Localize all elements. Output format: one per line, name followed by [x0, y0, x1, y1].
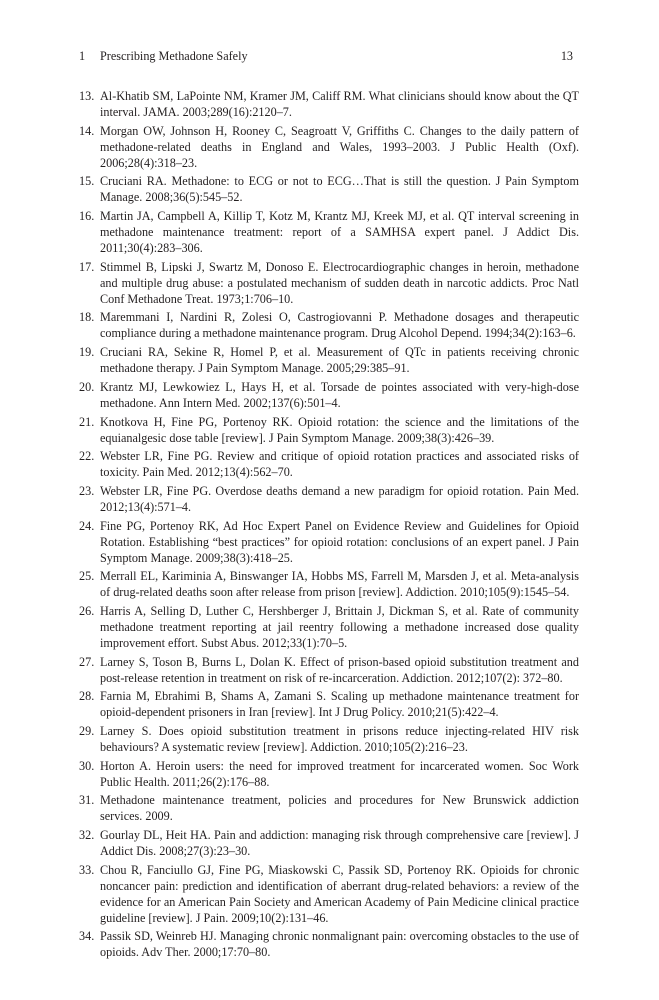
reference-item	[79, 483, 579, 515]
reference-number: 14.	[79, 123, 95, 138]
reference-number: 23.	[79, 483, 95, 498]
reference-list	[79, 88, 579, 963]
reference-number: 29.	[79, 724, 95, 738]
reference-text: Stimmel B, Lipski J, Swartz M, Donoso E. Electrocardiographic changes in heroin, methadone and multiple drug abuse: a postulated mechanism of sudden death in narcotic addicts. Proc Natl Conf Methadone Treat. 1973;1:706–10.	[100, 259, 579, 306]
reference-text: Farnia M, Ebrahimi B, Shams A, Zamani S. Scaling up methadone maintenance treatment for opioid-dependent prisoners in Iran [review]. Int J Drug Policy. 2010;21(5):422–4.	[100, 689, 579, 720]
reference-text: Larney S. Does opioid substitution treatment in prisons reduce injecting-related HIV risk behaviours? A systematic review [review]. Addiction. 2010;105(2):216–23.	[100, 724, 579, 754]
reference-number: 32.	[79, 828, 95, 843]
reference-text: Fine PG, Portenoy RK, Ad Hoc Expert Panel on Evidence Review and Guidelines for Opioid Rotation. Establishing “best practices” for opioid rotation: conclusions of an expert panel. J Pain Symptom Manage. 2009;38(3):418–25.	[100, 518, 579, 565]
running-header	[79, 48, 573, 64]
reference-number: 28.	[79, 689, 95, 704]
reference-text: Webster LR, Fine PG. Overdose deaths demand a new paradigm for opioid rotation. Pain Med. 2012;13(4):571–4.	[100, 483, 579, 514]
reference-text: Webster LR, Fine PG. Review and critique of opioid rotation practices and associated risks of toxicity. Pain Med. 2012;13(4):562–70.	[100, 449, 579, 480]
reference-text: Gourlay DL, Heit HA. Pain and addiction: managing risk through comprehensive care [review]. J Addict Dis. 2008;27(3):23–30.	[100, 828, 579, 859]
reference-number: 21.	[79, 414, 95, 429]
reference-number: 34.	[79, 929, 95, 944]
reference-text: Larney S, Toson B, Burns L, Dolan K. Effect of prison-based opioid substitution treatment and post-release retention in treatment on risk of re-incarceration. Addiction. 2012;107(2): 372–80.	[100, 654, 579, 685]
reference-number: 33.	[79, 862, 95, 877]
reference-text: Al-Khatib SM, LaPointe NM, Kramer JM, Califf RM. What clinicians should know about the QT interval. JAMA. 2003;289(16):2120–7.	[100, 89, 579, 119]
reference-text: Morgan OW, Johnson H, Rooney C, Seagroatt V, Griffiths C. Changes to the daily pattern of methadone-related deaths in England and Wales, 1993–2003. J Public Health (Oxf). 2006;28(4):318–23.	[100, 123, 579, 170]
reference-text: Horton A. Heroin users: the need for improved treatment for incarcerated women. Soc Work Public Health. 2011;26(2):176–88.	[100, 758, 579, 789]
reference-text: Merrall EL, Kariminia A, Binswanger IA, Hobbs MS, Farrell M, Marsden J, et al. Meta-analysis of drug-related deaths soon after release from prison [review]. Addiction. 2010;105(9):1545–54.	[100, 569, 579, 600]
reference-item	[79, 827, 579, 859]
reference-number: 19.	[79, 345, 95, 360]
reference-item	[79, 379, 579, 411]
reference-item	[79, 723, 579, 755]
chapter-title: Prescribing Methadone Safely	[100, 49, 248, 63]
reference-number: 20.	[79, 379, 95, 394]
reference-text: Martin JA, Campbell A, Killip T, Kotz M, Krantz MJ, Kreek MJ, et al. QT interval screening in methadone maintenance treatment: report of a SAMHSA expert panel. J Addict Dis. 2011;30(4):283–306.	[100, 209, 579, 256]
reference-item	[79, 758, 579, 790]
page-number: 13	[560, 49, 573, 63]
reference-item	[79, 448, 579, 480]
running-header-left	[79, 48, 248, 64]
reference-item	[79, 928, 579, 960]
reference-item	[79, 309, 579, 341]
reference-number: 13.	[79, 89, 95, 103]
reference-number: 31.	[79, 793, 95, 808]
reference-text: Harris A, Selling D, Luther C, Hershberger J, Brittain J, Dickman S, et al. Rate of community methadone treatment reporting at jail reentry following a methadone increased dose quality improvement effort. Subst Abus. 2012;33(1):70–5.	[100, 603, 579, 650]
reference-number: 17.	[79, 259, 95, 274]
reference-item	[79, 259, 579, 307]
reference-number: 22.	[79, 449, 95, 464]
reference-text: Methadone maintenance treatment, policies and procedures for New Brunswick addiction services. 2009.	[100, 793, 579, 824]
reference-item	[79, 88, 579, 120]
reference-item	[79, 862, 579, 926]
reference-item	[79, 344, 579, 376]
reference-text: Cruciani RA, Sekine R, Homel P, et al. Measurement of QTc in patients receiving chronic methadone therapy. J Pain Symptom Manage. 2005;29:385–91.	[100, 345, 579, 376]
reference-text: Maremmani I, Nardini R, Zolesi O, Castrogiovanni P. Methadone dosages and therapeutic compliance during a methadone maintenance program. Drug Alcohol Depend. 1994;34(2):163–6.	[100, 310, 579, 341]
reference-text: Cruciani RA. Methadone: to ECG or not to ECG…That is still the question. J Pain Symptom Manage. 2008;36(5):545–52.	[100, 174, 579, 205]
reference-number: 30.	[79, 758, 95, 773]
reference-text: Chou R, Fanciullo GJ, Fine PG, Miaskowski C, Passik SD, Portenoy RK. Opioids for chronic noncancer pain: prediction and identification of aberrant drug-related behaviors: a review of the evidence for an American Pain Society and American Academy of Pain Medicine clinical practice guideline [review]. J Pain. 2009;10(2):131–46.	[100, 862, 579, 925]
chapter-number: 1	[79, 49, 86, 63]
reference-item	[79, 173, 579, 205]
reference-item	[79, 654, 579, 686]
reference-item	[79, 688, 579, 720]
reference-number: 27.	[79, 654, 95, 669]
reference-item	[79, 603, 579, 651]
reference-number: 15.	[79, 174, 95, 189]
reference-number: 16.	[79, 209, 95, 224]
reference-text: Passik SD, Weinreb HJ. Managing chronic nonmalignant pain: overcoming obstacles to the use of opioids. Adv Ther. 2000;17:70–80.	[100, 929, 579, 960]
reference-item	[79, 123, 579, 171]
reference-item	[79, 208, 579, 256]
reference-item	[79, 414, 579, 446]
reference-item	[79, 792, 579, 824]
reference-number: 25.	[79, 569, 95, 584]
reference-number: 24.	[79, 518, 95, 533]
reference-number: 26.	[79, 603, 95, 618]
reference-item	[79, 568, 579, 600]
reference-text: Krantz MJ, Lewkowiez L, Hays H, et al. Torsade de pointes associated with very-high-dose methadone. Ann Intern Med. 2002;137(6):501–4.	[100, 379, 579, 410]
reference-text: Knotkova H, Fine PG, Portenoy RK. Opioid rotation: the science and the limitations of the equianalgesic dose table [review]. J Pain Symptom Manage. 2009;38(3):426–39.	[100, 414, 579, 445]
reference-item	[79, 518, 579, 566]
reference-number: 18.	[79, 310, 95, 325]
